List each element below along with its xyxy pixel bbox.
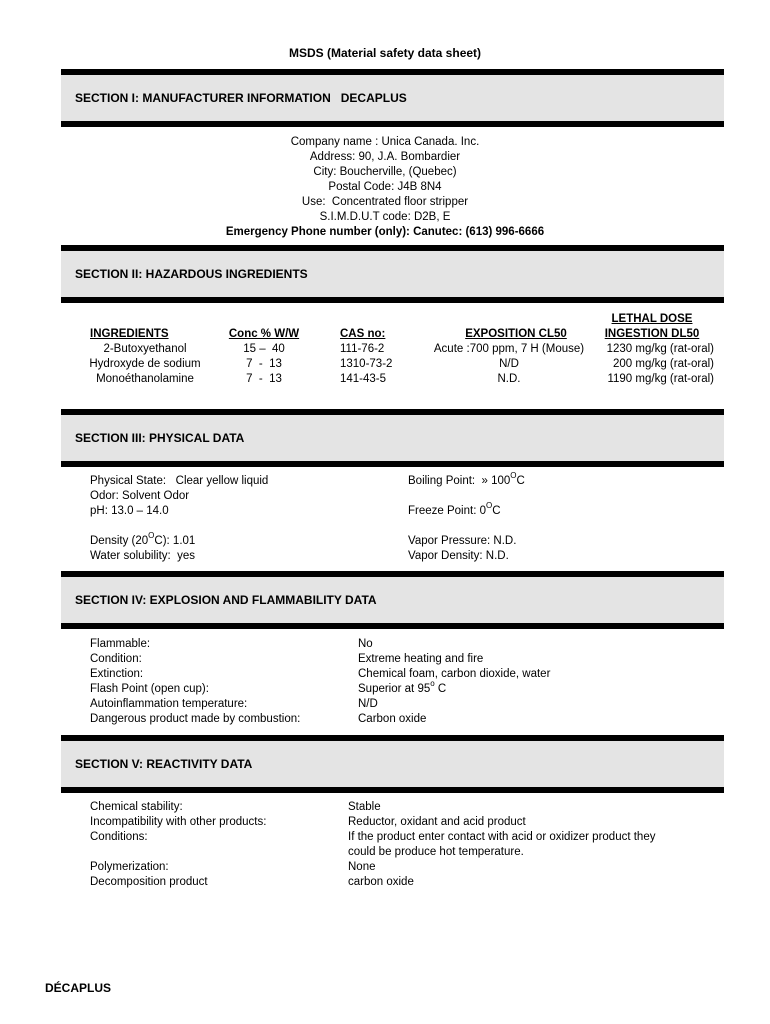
company-name: Company name : Unica Canada. Inc. [290,136,480,148]
header-ingredients: INGREDIENTS [90,328,169,340]
simdut-code: S.I.M.D.U.T code: D2B, E [319,211,451,223]
emergency-phone: Emergency Phone number (only): Canutec: (613) 996-6666 [225,226,545,238]
header-lethal-dose: LETHAL DOSE [611,313,693,325]
density-label: Density (20 [90,535,149,547]
reactivity-label: Incompatibility with other products: [90,816,267,828]
section-2-title: SECTION II: HAZARDOUS INGREDIENTS [75,267,308,281]
flammability-label: Flammable: [90,638,151,650]
ingredient-cas: 1310-73-2 [340,358,393,370]
reactivity-value: could be produce hot temperature. [348,846,524,858]
reactivity-label: Conditions: [90,831,148,843]
density-degree: O [148,531,155,541]
ingredients-exposition-column [414,327,604,387]
ingredients-conc-column [214,327,314,387]
ingredient-name: 2-Butoxyethanol [103,343,187,355]
manufacturer-info [0,135,770,240]
section-4-header [61,571,724,629]
ingredients-lethal-column [590,312,714,387]
header-exposition: EXPOSITION CL50 [465,328,567,340]
freeze-label: Freeze Point: 0 [408,505,486,517]
section-3-title: SECTION III: PHYSICAL DATA [75,431,245,445]
reactivity-value: carbon oxide [348,876,414,888]
reactivity-label: Chemical stability: [90,801,183,813]
reactivity-label: Decomposition product [90,876,208,888]
boiling-label: Boiling Point: » 100 [408,475,511,487]
flammability-label: Autoinflammation temperature: [90,698,248,710]
ingredients-name-column [80,327,210,387]
flammability-value: Carbon oxide [358,713,427,725]
flammability-value: N/D [358,698,378,710]
odor: Odor: Solvent Odor [90,490,190,502]
flash-point-number: Superior at 95 [358,683,431,695]
flammability-value: Extreme heating and fire [358,653,484,665]
ingredients-cas-column [340,327,420,387]
boiling-unit: C [516,475,525,487]
water-solubility: Water solubility: yes [90,550,196,562]
reactivity-value: Reductor, oxidant and acid product [348,816,526,828]
ingredient-conc: 7 - 13 [246,358,282,370]
flammability-values [358,637,550,727]
ingredient-conc: 7 - 13 [246,373,282,385]
section-3-header [61,409,724,467]
vapor-density: Vapor Density: N.D. [408,550,509,562]
company-postal: Postal Code: J4B 8N4 [328,181,442,193]
section-1-header [61,69,724,127]
company-address: Address: 90, J.A. Bombardier [309,151,461,163]
section-5-header [61,735,724,793]
section-4-title: SECTION IV: EXPLOSION AND FLAMMABILITY DATA [75,593,377,607]
reactivity-value: None [348,861,376,873]
flammability-value: No [358,638,373,650]
flammability-label: Dangerous product made by combustion: [90,713,301,725]
document-title: MSDS (Material safety data sheet) [288,46,482,60]
company-city: City: Boucherville, (Quebec) [313,166,457,178]
ph: pH: 13.0 – 14.0 [90,505,169,517]
reactivity-values [348,800,655,890]
vapor-pressure: Vapor Pressure: N.D. [408,535,517,547]
product-use: Use: Concentrated floor stripper [301,196,469,208]
ingredient-exposition: Acute :700 ppm, 7 H (Mouse) [433,343,585,355]
reactivity-value: If the product enter contact with acid or oxidizer product they [348,831,656,843]
density [90,531,196,549]
ingredient-lethal: 1190 mg/kg (rat-oral) [607,373,714,385]
ingredient-name: Monoéthanolamine [96,373,194,385]
physical-state: Physical State: Clear yellow liquid [90,475,269,487]
flammability-label: Flash Point (open cup): [90,683,209,695]
ingredient-exposition: N/D [499,358,519,370]
header-conc: Conc % W/W [228,328,300,340]
boiling-degree: O [510,471,517,481]
ingredient-lethal: 200 mg/kg (rat-oral) [613,358,714,370]
ingredient-exposition: N.D. [497,373,521,385]
reactivity-label: Polymerization: [90,861,169,873]
density-value: C): 1.01 [154,535,196,547]
flash-point-degree: o [430,679,435,689]
ingredient-name: Hydroxyde de sodium [89,358,201,370]
boiling-point [408,471,525,489]
reactivity-value: Stable [348,801,381,813]
section-5-title: SECTION V: REACTIVITY DATA [75,757,253,771]
freeze-unit: C [492,505,501,517]
flash-point-value [358,679,550,697]
flammability-label: Extinction: [90,668,144,680]
reactivity-labels [90,800,266,890]
flammability-value: Chemical foam, carbon dioxide, water [358,668,551,680]
freeze-point [408,501,501,519]
freeze-degree: O [485,501,493,511]
header-cas: CAS no: [340,328,386,340]
ingredient-lethal: 1230 mg/kg (rat-oral) [606,343,714,355]
section-1-title: SECTION I: MANUFACTURER INFORMATION DECAPLUS [75,91,407,105]
flammability-labels [90,637,300,727]
ingredient-conc: 15 – 40 [243,343,285,355]
ingredient-cas: 141-43-5 [340,373,387,385]
section-2-header [61,245,724,303]
flash-point-unit: C [434,683,447,695]
header-ingestion: INGESTION DL50 [604,328,700,340]
footer-product-name: DÉCAPLUS [45,981,112,995]
flammability-label: Condition: [90,653,142,665]
ingredient-cas: 111-76-2 [340,343,385,355]
